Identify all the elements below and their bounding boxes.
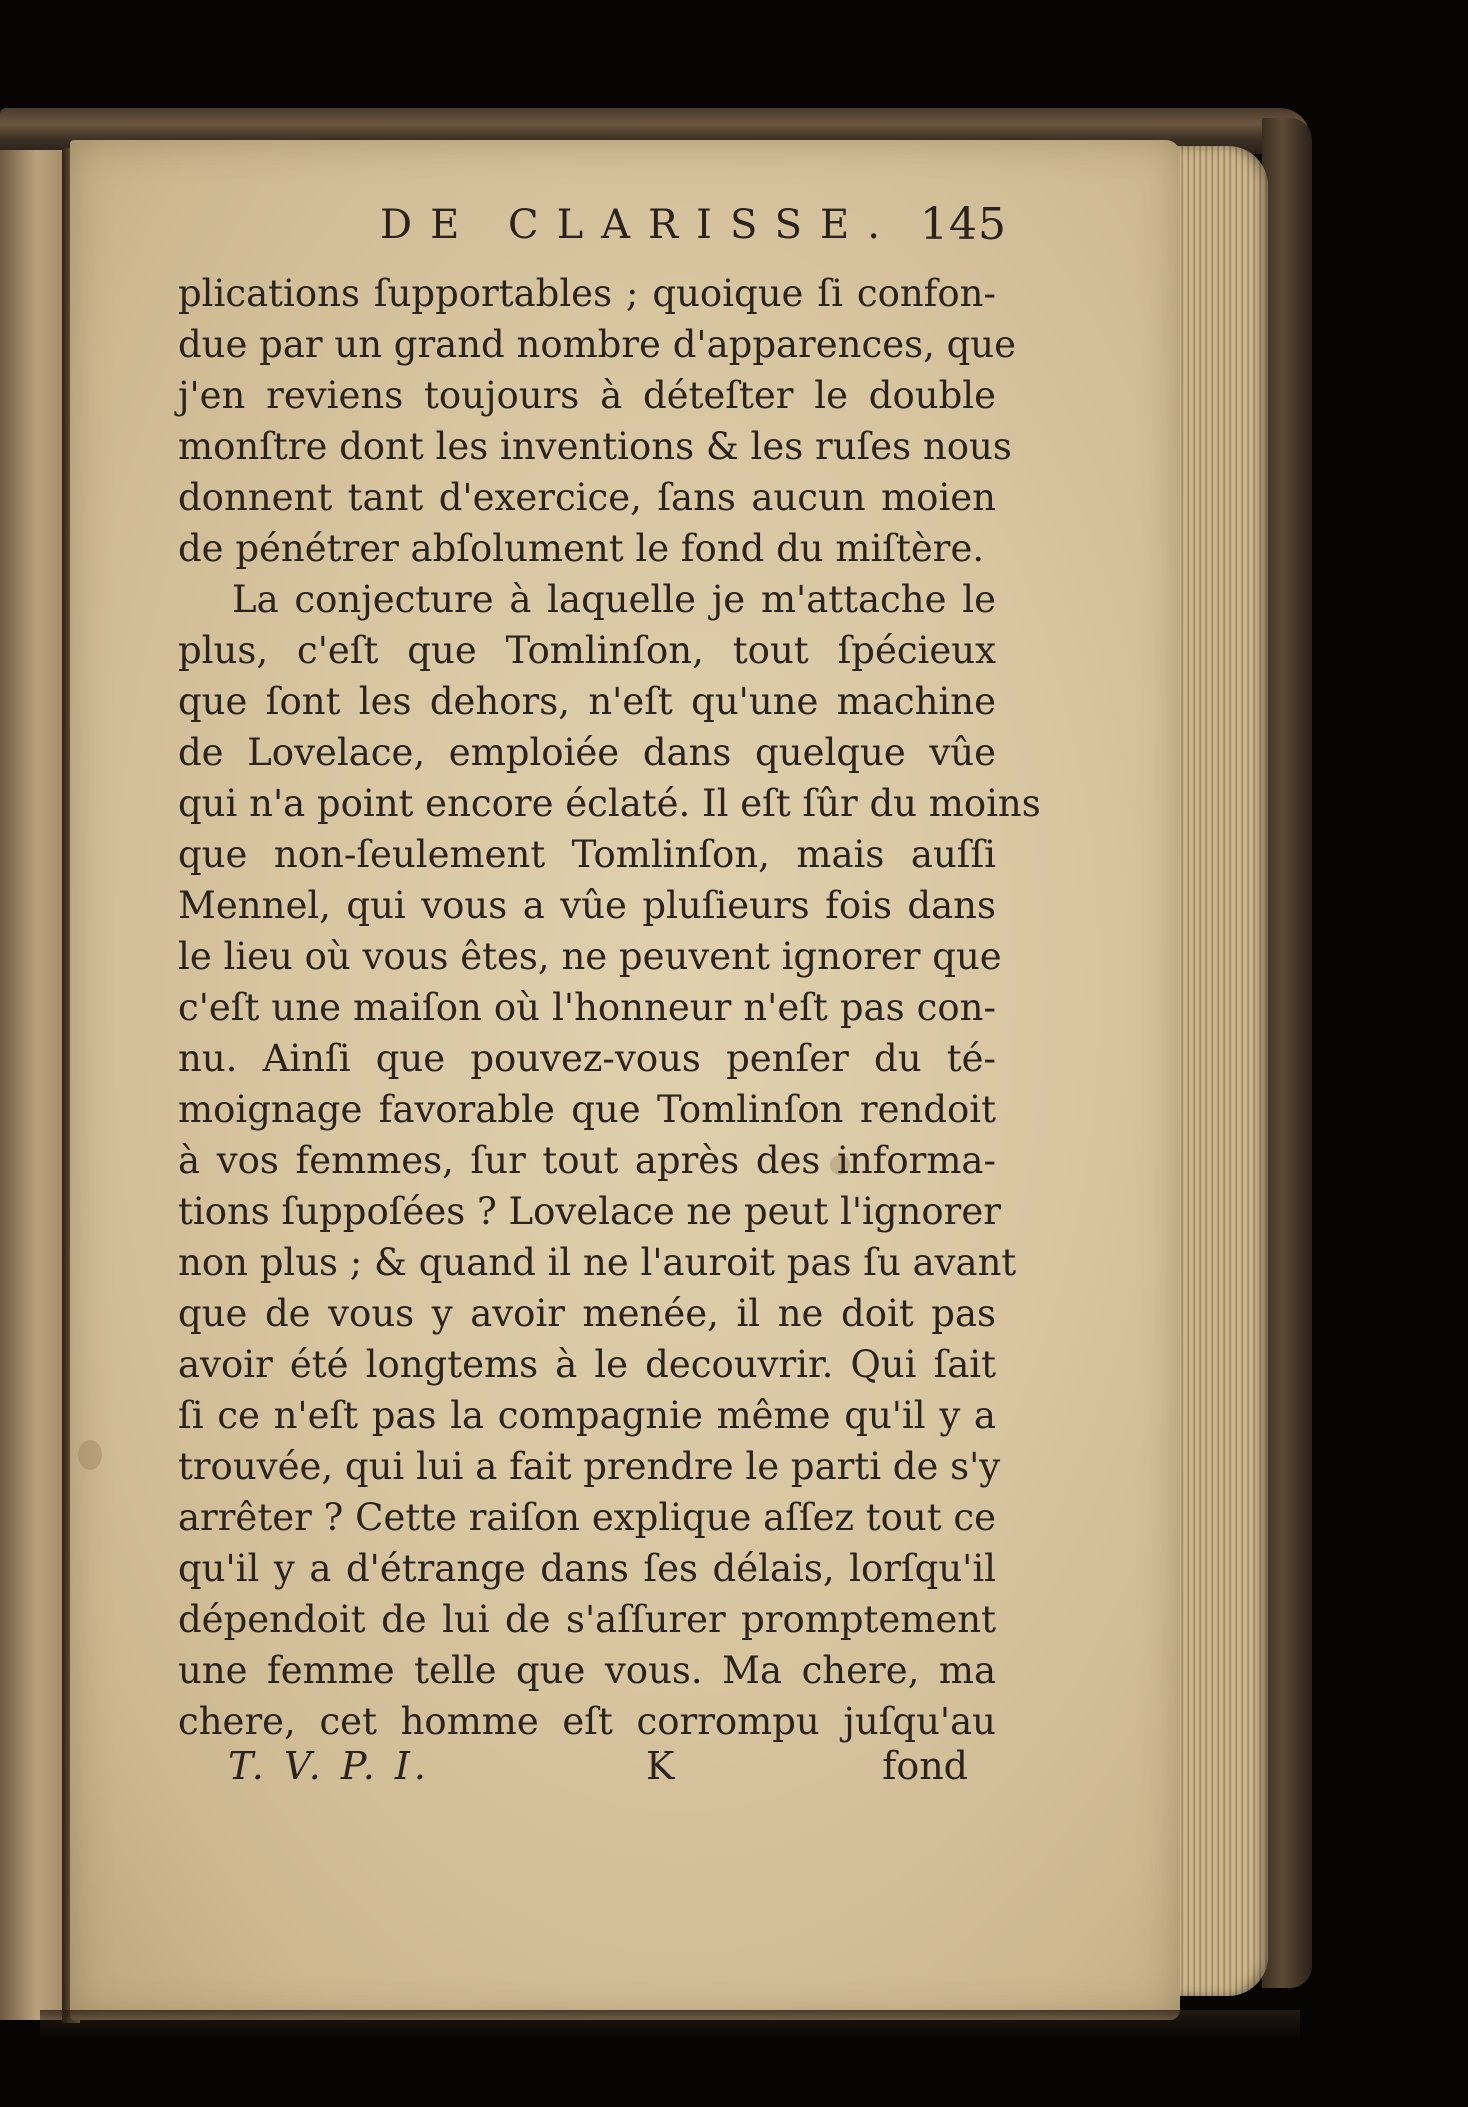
text-line: que ſont les dehors, n'eſt qu'une machine — [178, 680, 996, 723]
text-line: nu. Ainſi que pouvez-vous penſer du té- — [178, 1037, 996, 1080]
text-line: due par un grand nombre d'apparences, que — [178, 323, 1017, 366]
text-line: moignage favorable que Tomlinſon rendoit — [178, 1088, 996, 1131]
running-head-title: DE CLARISSE. — [380, 202, 898, 248]
text-line: donnent tant d'exercice, ſans aucun moien — [178, 476, 996, 519]
text-line: arrêter ? Cette raiſon explique aſſez tout ce — [178, 1496, 996, 1539]
text-line: de Lovelace, emploiée dans quelque vûe — [178, 731, 996, 774]
verso-page-edge — [0, 150, 69, 2020]
body-text — [178, 268, 1041, 1747]
text-line: trouvée, qui lui a fait prendre le parti de s'y — [178, 1445, 1001, 1488]
text-line: qui n'a point encore éclaté. Il eſt ſûr du moins — [178, 782, 1041, 825]
gathering-mark: K — [646, 1744, 675, 1788]
text-line: La conjecture à laquelle je m'attache le — [232, 578, 996, 621]
text-line: plus, c'eſt que Tomlinſon, tout ſpécieux — [178, 629, 996, 672]
rear-cover-edge — [1262, 118, 1312, 1988]
page-fore-edge — [1172, 146, 1268, 1996]
text-line: chere, cet homme eſt corrompu juſqu'au — [178, 1700, 996, 1743]
page-number: 145 — [920, 199, 1007, 250]
text-line: de pénétrer abſolument le fond du miſtère. — [178, 527, 985, 570]
text-line: plications ſupportables ; quoique ſi confon- — [178, 272, 996, 315]
text-line: dépendoit de lui de s'aſſurer promptement — [178, 1598, 996, 1641]
text-line: monſtre dont les inventions & les ruſes nous — [178, 425, 1012, 468]
text-line: Mennel, qui vous a vûe pluſieurs fois dans — [178, 884, 996, 927]
page-bottom-shadow — [40, 2010, 1300, 2040]
volume-signature: T. V. P. I. — [228, 1744, 430, 1788]
text-line: qu'il y a d'étrange dans ſes délais, lorſqu'il — [178, 1547, 996, 1590]
text-line: à vos femmes, ſur tout après des informa- — [178, 1139, 996, 1182]
text-line: que de vous y avoir menée, il ne doit pas — [178, 1292, 996, 1335]
text-line: avoir été longtems à le decouvrir. Qui ſait — [178, 1343, 996, 1386]
text-line: tions ſuppoſées ? Lovelace ne peut l'ignorer — [178, 1190, 1001, 1233]
catchword: fond — [882, 1744, 968, 1788]
text-line: une femme telle que vous. Ma chere, ma — [178, 1649, 996, 1692]
text-line: non plus ; & quand il ne l'auroit pas ſu avant — [178, 1241, 1017, 1284]
text-line: que non-ſeulement Tomlinſon, mais auſſi — [178, 833, 996, 876]
text-line: ſi ce n'eſt pas la compagnie même qu'il y a — [178, 1394, 996, 1437]
foxing-spot — [78, 1440, 102, 1470]
text-line: j'en reviens toujours à déteſter le double — [178, 374, 996, 417]
page-footer — [178, 1738, 996, 1794]
text-line: c'eſt une maiſon où l'honneur n'eſt pas con- — [178, 986, 996, 1029]
text-line: le lieu où vous êtes, ne peuvent ignorer que — [178, 935, 1002, 978]
